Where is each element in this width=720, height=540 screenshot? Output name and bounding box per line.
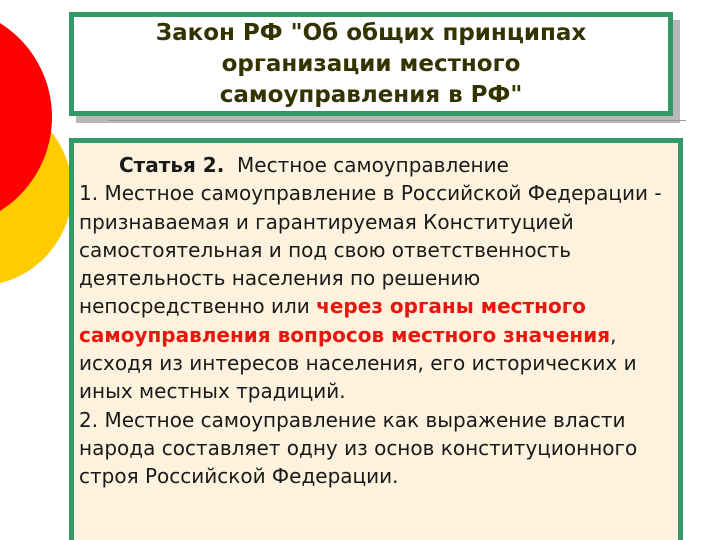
article-heading: [79, 153, 509, 177]
slide-title: [101, 18, 641, 111]
title-line-3: самоуправления в РФ": [219, 81, 523, 108]
article-title: Местное самоуправление: [237, 153, 509, 177]
title-divider: [108, 120, 686, 121]
article-label: Статья 2.: [119, 153, 225, 177]
content-body: [79, 151, 668, 491]
title-line-1: Закон РФ "Об общих принципах: [155, 19, 587, 46]
content-box: [69, 138, 683, 540]
paragraph-2: 2. Местное самоуправление как выражение власти народа составляет одну из основ конституционного строя Российской Федерации.: [79, 407, 638, 489]
title-box: [69, 12, 673, 116]
paragraph-1-highlight: через органы местного самоуправления вопросов местного значения: [79, 294, 611, 347]
paragraph-1-part-1: 1. Местное самоуправление в Российской Федерации - признаваемая и гарантируемая Конституцией самостоятельная и под свою ответственность деятельность населения по решению непосредственно или: [79, 181, 662, 319]
paragraph-1-part-2: , исходя из интересов населения, его исторических и иных местных традиций.: [79, 322, 637, 404]
title-line-2: организации местного: [221, 50, 521, 77]
